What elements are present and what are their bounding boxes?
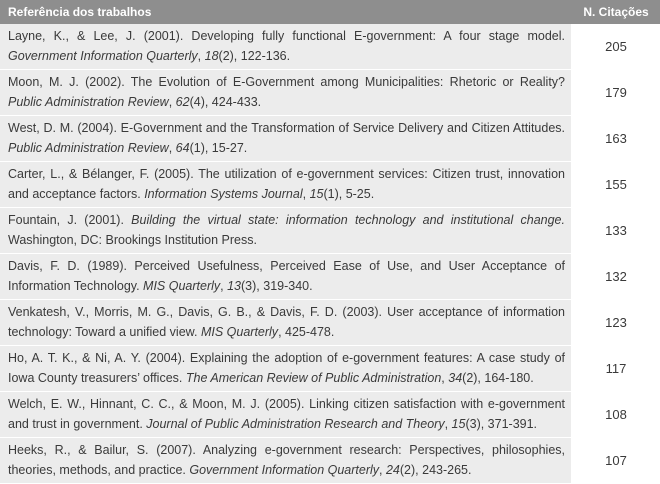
reference-text: (2), 243-265. <box>399 463 472 477</box>
table-row <box>0 346 660 392</box>
citations-cell: 108 <box>572 392 660 437</box>
reference-italic-text: Journal of Public Administration Research and Theory <box>146 417 445 431</box>
reference-text: Carter, L., & Bélanger, F. (2005). The utilization of e-government services: Citizen trust, innovation and acceptance factors. <box>8 167 565 201</box>
reference-italic-text: 34 <box>448 371 463 385</box>
reference-italic-text: 64 <box>175 141 190 155</box>
reference-text: Davis, F. D. (1989). Perceived Usefulness, Perceived Ease of Use, and User Acceptance of Information Technology. <box>8 259 565 293</box>
reference-text: (2), 164-180. <box>462 371 534 385</box>
reference-italic-text: 18 <box>204 49 219 63</box>
reference-italic-text: Building the virtual state: information technology and institutional change. <box>131 213 565 227</box>
citations-cell: 163 <box>572 116 660 161</box>
reference-italic-text: 15 <box>451 417 466 431</box>
reference-cell <box>0 300 572 345</box>
header-reference: Referência dos trabalhos <box>8 5 152 19</box>
reference-italic-text: Information Systems Journal <box>144 187 303 201</box>
reference-italic-text: Government Information Quarterly <box>189 463 380 477</box>
reference-text: Moon, M. J. (2002). The Evolution of E-Government among Municipalities: Rhetoric or Reality? <box>8 75 565 89</box>
reference-text: , <box>220 279 228 293</box>
table-row <box>0 70 660 116</box>
reference-text: , <box>197 49 205 63</box>
reference-cell <box>0 162 572 207</box>
table-header <box>0 0 660 24</box>
table-row <box>0 254 660 300</box>
reference-text: West, D. M. (2004). E-Government and the Transformation of Service Delivery and Citizen Attitudes. <box>8 121 565 135</box>
reference-text: , <box>168 95 176 109</box>
table-body <box>0 24 660 484</box>
reference-italic-text: MIS Quarterly <box>143 279 221 293</box>
reference-text: Washington, DC: Brookings Institution Press. <box>8 233 257 247</box>
table-row <box>0 162 660 208</box>
reference-cell <box>0 116 572 161</box>
table-row <box>0 438 660 484</box>
citations-cell: 205 <box>572 24 660 69</box>
table-row <box>0 208 660 254</box>
reference-italic-text: 13 <box>227 279 242 293</box>
reference-text: , 425-478. <box>278 325 335 339</box>
reference-text: Heeks, R., & Bailur, S. (2007). Analyzing e-government research: Perspectives, philosophies, theories, methods, and practice. <box>8 443 565 477</box>
reference-text: (1), 5-25. <box>323 187 375 201</box>
reference-text: Fountain, J. (2001). <box>8 213 132 227</box>
reference-italic-text: Government Information Quarterly <box>8 49 198 63</box>
reference-text: Welch, E. W., Hinnant, C. C., & Moon, M. J. (2005). Linking citizen satisfaction with e-government and trust in government. <box>8 397 565 431</box>
reference-italic-text: 15 <box>309 187 324 201</box>
reference-text: (4), 424-433. <box>189 95 262 109</box>
reference-italic-text: 62 <box>175 95 190 109</box>
table-row <box>0 24 660 70</box>
reference-text: Layne, K., & Lee, J. (2001). Developing fully functional E-government: A four stage model. <box>8 29 565 43</box>
reference-text: , <box>302 187 310 201</box>
citations-cell: 155 <box>572 162 660 207</box>
reference-cell <box>0 208 572 253</box>
reference-italic-text: Public Administration Review <box>8 95 169 109</box>
citations-cell: 117 <box>572 346 660 391</box>
citations-cell: 132 <box>572 254 660 299</box>
header-citations: N. Citações <box>583 5 649 19</box>
reference-cell <box>0 346 572 391</box>
reference-italic-text: MIS Quarterly <box>200 325 279 339</box>
reference-text: (1), 15-27. <box>189 141 248 155</box>
reference-text: (2), 122-136. <box>218 49 291 63</box>
table-row <box>0 392 660 438</box>
reference-text: , <box>168 141 176 155</box>
reference-text: Ho, A. T. K., & Ni, A. Y. (2004). Explaining the adoption of e-government features: A case study of Iowa County treasurers’ offices. <box>8 351 565 385</box>
table-row <box>0 300 660 346</box>
reference-text: (3), 319-340. <box>241 279 313 293</box>
reference-cell <box>0 24 572 69</box>
reference-text: , <box>441 371 449 385</box>
citations-cell: 123 <box>572 300 660 345</box>
reference-cell <box>0 438 572 483</box>
reference-cell <box>0 392 572 437</box>
reference-italic-text: 24 <box>385 463 400 477</box>
reference-cell <box>0 70 572 115</box>
reference-text: , <box>379 463 386 477</box>
reference-text: , <box>444 417 452 431</box>
reference-text: Venkatesh, V., Morris, M. G., Davis, G. B., & Davis, F. D. (2003). User acceptance of information technology: Toward a unified view. <box>8 305 565 339</box>
citations-cell: 133 <box>572 208 660 253</box>
reference-cell <box>0 254 572 299</box>
citations-cell: 179 <box>572 70 660 115</box>
table-row <box>0 116 660 162</box>
citations-cell: 107 <box>572 438 660 483</box>
reference-text: (3), 371-391. <box>465 417 538 431</box>
reference-italic-text: Public Administration Review <box>8 141 169 155</box>
reference-italic-text: The American Review of Public Administration <box>185 371 442 385</box>
